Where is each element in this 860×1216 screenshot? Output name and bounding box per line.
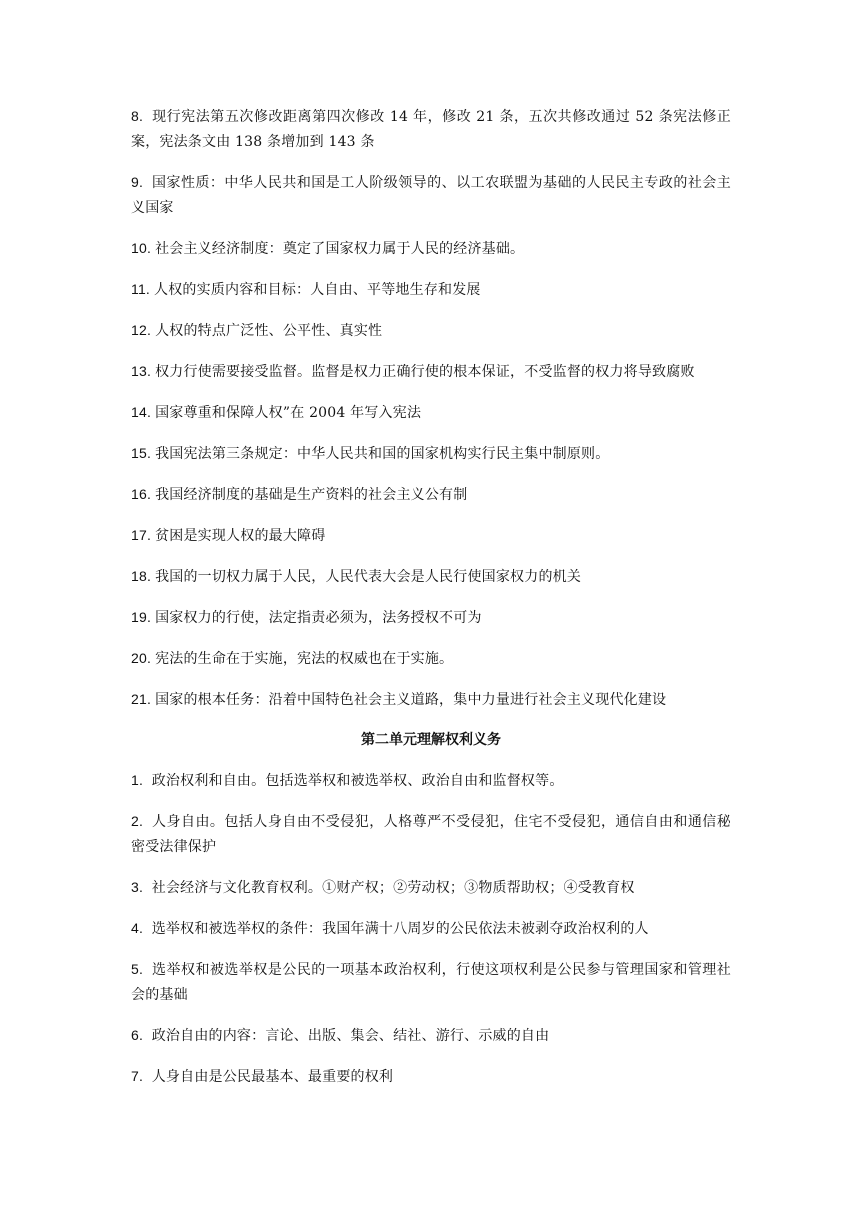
item-number: 14. [131, 404, 152, 420]
list-item [131, 318, 731, 344]
item-number: 10. [131, 240, 152, 256]
item-text: 权力行使需要接受监督。监督是权力正确行使的根本保证，不受监督的权力将导致腐败 [155, 364, 695, 380]
list-item [131, 359, 731, 385]
item-text: 政治自由的内容：言论、出版、集会、结社、游行、示威的自由 [147, 1028, 550, 1044]
item-number: 2. [131, 813, 144, 829]
item-text: 选举权和被选举权是公民的一项基本政治权利，行使这项权利是公民参与管理国家和管理社会的基础 [131, 962, 731, 1003]
list-item [131, 564, 731, 590]
list-item [131, 875, 731, 901]
item-number: 15. [131, 445, 152, 461]
item-text: 人身自由是公民最基本、最重要的权利 [147, 1069, 394, 1085]
item-text: 人权的实质内容和目标：人自由、平等地生存和发展 [154, 282, 481, 298]
item-text: 我国的一切权力属于人民，人民代表大会是人民行使国家权力的机关 [155, 569, 582, 585]
item-text: 选举权和被选举权的条件：我国年满十八周岁的公民依法未被剥夺政治权利的人 [147, 921, 649, 937]
list-item [131, 605, 731, 631]
section-1-list [131, 104, 731, 713]
item-number: 21. [131, 691, 152, 707]
section-2-heading: 第二单元理解权利义务 [361, 732, 501, 748]
item-text: 国家的根本任务：沿着中国特色社会主义道路，集中力量进行社会主义现代化建设 [155, 692, 667, 708]
list-item [131, 236, 731, 262]
item-text: 政治权利和自由。包括选举权和被选举权、政治自由和监督权等。 [147, 773, 564, 789]
item-number: 11. [131, 281, 151, 297]
list-item [131, 441, 731, 467]
item-text: 我国宪法第三条规定：中华人民共和国的国家机构实行民主集中制原则。 [155, 446, 610, 462]
item-number: 1. [131, 772, 144, 788]
item-number: 7. [131, 1068, 144, 1084]
item-number: 13. [131, 363, 152, 379]
list-item [131, 277, 731, 303]
item-text: 国家性质：中华人民共和国是工人阶级领导的、以工农联盟为基础的人民民主专政的社会主义国家 [131, 175, 731, 216]
list-item [131, 646, 731, 672]
item-text: 我国经济制度的基础是生产资料的社会主义公有制 [155, 487, 468, 503]
list-item [131, 523, 731, 549]
list-item [131, 809, 731, 860]
item-number: 17. [131, 527, 152, 543]
list-item [131, 687, 731, 713]
item-number: 5. [131, 961, 144, 977]
list-item [131, 916, 731, 942]
item-text: 人身自由。包括人身自由不受侵犯，人格尊严不受侵犯，住宅不受侵犯，通信自由和通信秘密受法律保护 [131, 814, 731, 855]
list-item [131, 400, 731, 426]
item-number: 18. [131, 568, 152, 584]
document-page [131, 104, 731, 1105]
list-item [131, 1064, 731, 1090]
item-number: 19. [131, 609, 152, 625]
section-2-list [131, 768, 731, 1090]
item-number: 12. [131, 322, 152, 338]
item-text: 现行宪法第五次修改距离第四次修改 14 年，修改 21 条，五次共修改通过 52 条宪法修正案，宪法条文由 138 条增加到 143 条 [131, 109, 731, 150]
item-number: 20. [131, 650, 152, 666]
item-number: 16. [131, 486, 152, 502]
item-text: 社会主义经济制度：奠定了国家权力属于人民的经济基础。 [155, 241, 525, 257]
item-text: 人权的特点广泛性、公平性、真实性 [155, 323, 383, 339]
list-item [131, 957, 731, 1008]
item-number: 8. [131, 108, 144, 124]
list-item [131, 768, 731, 794]
item-text: 贫困是实现人权的最大障碍 [155, 528, 326, 544]
list-item [131, 170, 731, 221]
item-text: 社会经济与文化教育权利。①财产权；②劳动权；③物质帮助权；④受教育权 [147, 880, 635, 896]
item-number: 3. [131, 879, 144, 895]
item-text: 国家尊重和保障人权”在 2004 年写入宪法 [155, 405, 422, 421]
list-item [131, 482, 731, 508]
item-number: 4. [131, 920, 144, 936]
item-number: 6. [131, 1027, 144, 1043]
list-item [131, 104, 731, 155]
item-text: 宪法的生命在于实施，宪法的权威也在于实施。 [155, 651, 454, 667]
item-text: 国家权力的行使，法定指责必须为，法务授权不可为 [155, 610, 482, 626]
item-number: 9. [131, 174, 144, 190]
list-item [131, 1023, 731, 1049]
